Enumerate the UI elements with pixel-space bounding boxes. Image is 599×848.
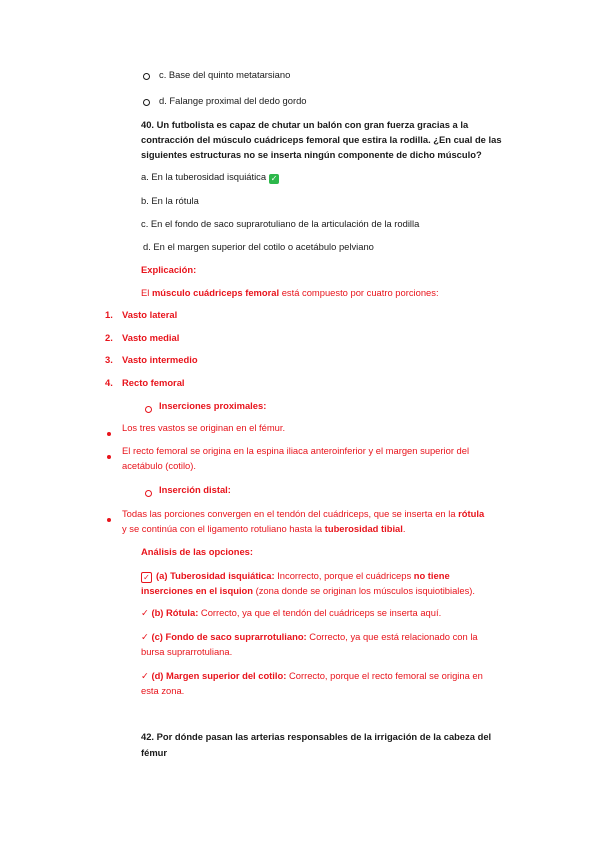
subheading-marker — [145, 488, 152, 499]
analysis-heading: Análisis de las opciones: — [141, 546, 254, 557]
proximal-item-cont: acetábulo (cotilo). — [122, 460, 196, 471]
check-mark-icon: ✓ — [270, 174, 278, 183]
explanation-heading: Explicación: — [141, 264, 197, 275]
analysis-option-d: ✓ (d) Margen superior del cotilo: Correcto, porque el recto femoral se origina en — [141, 670, 483, 681]
q40-option-a: a. En la tuberosidad isquiática ✓ — [141, 171, 278, 183]
question-40: 40. Un futbolista es capaz de chutar un balón con gran fuerza gracias a la contracción del músculo cuádriceps femoral que estira la rodilla. ¿En cual de las siguientes estructuras no se inserta ningún componente de dicho músculo? — [141, 119, 502, 160]
portion-number: 1. — [105, 309, 113, 320]
bullet — [107, 450, 111, 461]
portion-number: 3. — [105, 354, 113, 365]
portion-item: Recto femoral — [122, 377, 185, 388]
analysis-option-d-cont: esta zona. — [141, 685, 185, 696]
analysis-option-c-cont: bursa suprarrotuliana. — [141, 646, 233, 657]
q40-option-c: c. En el fondo de saco suprarotuliano de la articulación de la rodilla — [141, 218, 420, 229]
distal-item-cont: y se continúa con el ligamento rotuliano hasta la tuberosidad tibial. — [122, 523, 406, 534]
proximal-item: Los tres vastos se originan en el fémur. — [122, 422, 286, 433]
subheading-marker — [145, 404, 152, 415]
portion-number: 4. — [105, 377, 113, 388]
analysis-option-a: ✓ (a) Tuberosidad isquiática: Incorrecto, porque el cuádriceps no tiene — [141, 570, 450, 583]
analysis-option-b: ✓ (b) Rótula: Correcto, ya que el tendón del cuádriceps se inserta aquí. — [141, 607, 442, 618]
portion-number: 2. — [105, 332, 113, 343]
portion-item: Vasto lateral — [122, 309, 178, 320]
distal-heading: Inserción distal: — [159, 484, 231, 495]
distal-item: Todas las porciones convergen en el tendón del cuádriceps, que se inserta en la rótula — [122, 508, 485, 519]
portion-item: Vasto medial — [122, 332, 180, 343]
bullet — [107, 427, 111, 438]
prev-option-d: d. Falange proximal del dedo gordo — [159, 95, 307, 106]
prev-option-marker — [143, 97, 150, 108]
prev-option-c: c. Base del quinto metatarsiano — [159, 69, 291, 80]
q40-option-b: b. En la rótula — [141, 195, 199, 206]
q40-option-d: d. En el margen superior del cotilo o acetábulo pelviano — [143, 241, 374, 252]
analysis-option-a-cont: inserciones en el isquion (zona donde se originan los músculos isquiotibiales). — [141, 585, 476, 596]
bullet — [107, 513, 111, 524]
proximal-item: El recto femoral se origina en la espina iliaca anteroinferior y el margen superior del — [122, 445, 470, 456]
question-42: 42. Por dónde pasan las arterias responsables de la irrigación de la cabeza del fémur — [141, 731, 492, 758]
prev-option-marker — [143, 71, 150, 82]
analysis-option-c: ✓ (c) Fondo de saco suprarrotuliano: Correcto, ya que está relacionado con la — [141, 631, 478, 642]
explanation-intro: El músculo cuádriceps femoral está compuesto por cuatro porciones: — [141, 287, 439, 298]
proximal-heading: Inserciones proximales: — [159, 400, 267, 411]
checkbox-icon: ✓ — [141, 572, 152, 583]
portion-item: Vasto intermedio — [122, 354, 198, 365]
